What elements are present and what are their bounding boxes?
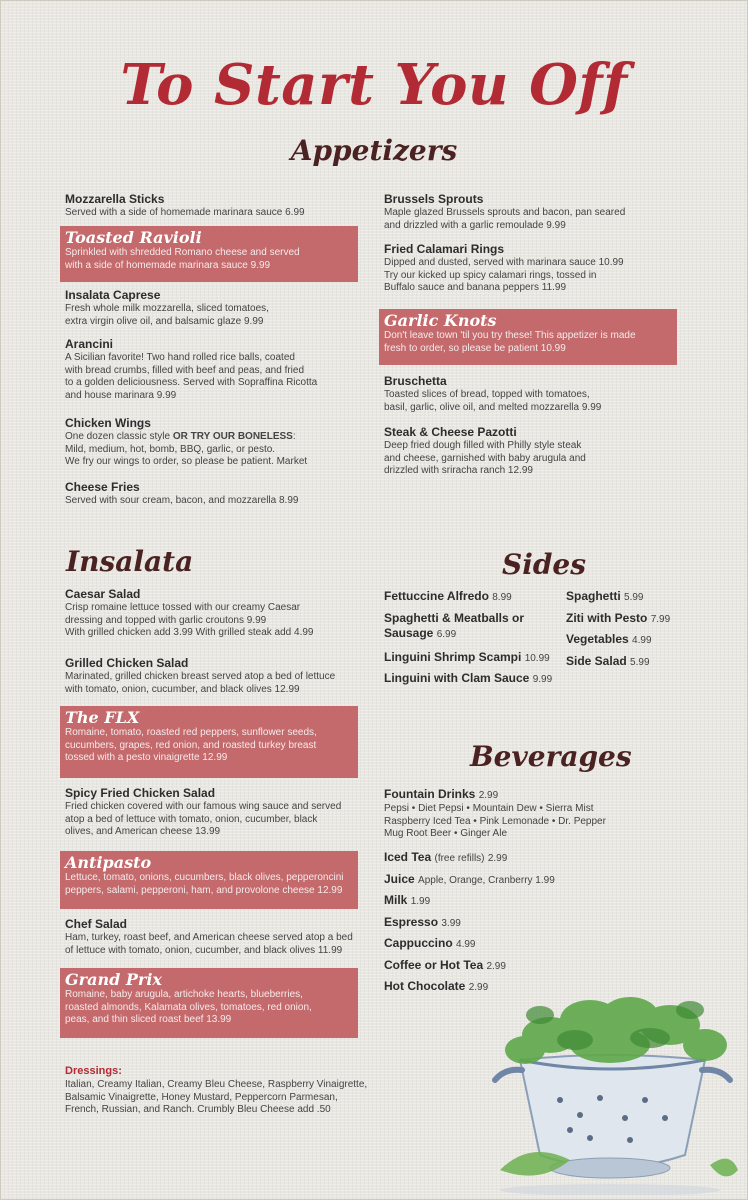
highlight-item: Grand Prix Romaine, baby arugula, artichoke hearts, blueberries, roasted almonds, Kalamata olives, tomatoes, red onion, peas, and thin sliced roast beef 13.99 xyxy=(60,968,358,1038)
side-item: Spaghetti & Meatballs or Sausage 6.99 xyxy=(384,611,525,640)
insalata-heading: Insalata xyxy=(66,545,194,578)
side-item: Linguini with Clam Sauce 9.99 xyxy=(384,671,553,685)
menu-item: Steak & Cheese Pazotti Deep fried dough filled with Philly style steak and cheese, garnished with baby arugula and drizzled with sriracha ranch 12.99 xyxy=(384,425,586,476)
side-item: Vegetables 4.99 xyxy=(566,632,652,646)
menu-item: Brussels Sprouts Maple glazed Brussels sprouts and bacon, pan seared and drizzled with a garlic remoulade 9.99 xyxy=(384,192,626,231)
beverage-item: Cappuccino 4.99 xyxy=(384,936,476,950)
highlight-item: Toasted Ravioli Sprinkled with shredded Romano cheese and served with a side of homemade marinara sauce 9.99 xyxy=(60,226,358,282)
menu-item: Grilled Chicken Salad Marinated, grilled chicken breast served atop a bed of lettuce with tomato, onion, cucumber, and black olives 12.99 xyxy=(65,656,336,695)
dressings-list: Italian, Creamy Italian, Creamy Bleu Cheese, Raspberry Vinaigrette, Balsamic Vinaigrette, Honey Mustard, Peppercorn Parmesan, French, Russian, and Ranch. Crumbly Bleu Cheese add .50 xyxy=(65,1079,368,1115)
menu-item: Spicy Fried Chicken Salad Fried chicken covered with our famous wing sauce and served atop a bed of lettuce with tomato, onion, cucumber, black olives, and American cheese 13.99 xyxy=(65,786,342,837)
page-title: To Start You Off xyxy=(120,52,628,118)
beverage-item: Iced Tea (free refills) 2.99 xyxy=(384,850,508,864)
beverage-item: Fountain Drinks 2.99 Pepsi • Diet Pepsi • Mountain Dew • Sierra Mist Raspberry Iced Tea • Pink Lemonade • Dr. Pepper Mug Root Beer • Ginger Ale xyxy=(384,787,606,839)
beverage-item: Milk 1.99 xyxy=(384,893,431,907)
menu-item: Chicken Wings One dozen classic style OR TRY OUR BONELESS: Mild, medium, hot, bomb, BBQ, garlic, or pesto. We fry our wings to order, so please be patient. Market xyxy=(65,416,308,467)
dressings-heading: Dressings: xyxy=(65,1065,122,1077)
menu-item: Cheese Fries Served with sour cream, bacon, and mozzarella 8.99 xyxy=(65,480,299,506)
menu-item: Chef Salad Ham, turkey, roast beef, and American cheese served atop a bed of lettuce with tomato, onion, cucumber, and black olives 11.99 xyxy=(65,917,353,956)
sides-heading: Sides xyxy=(502,548,587,581)
beverage-item: Hot Chocolate 2.99 xyxy=(384,979,489,993)
side-item: Side Salad 5.99 xyxy=(566,654,650,668)
side-item: Ziti with Pesto 7.99 xyxy=(566,611,671,625)
beverage-item: Juice Apple, Orange, Cranberry 1.99 xyxy=(384,872,555,886)
highlight-item: Antipasto Lettuce, tomato, onions, cucumbers, black olives, pepperoncini peppers, salami, pepperoni, ham, and provolone cheese 12.99 xyxy=(60,851,358,909)
beverage-item: Espresso 3.99 xyxy=(384,915,461,929)
side-item: Linguini Shrimp Scampi 10.99 xyxy=(384,650,550,664)
menu-item: Bruschetta Toasted slices of bread, topped with tomatoes, basil, garlic, olive oil, and melted mozzarella 9.99 xyxy=(384,374,602,413)
menu-item: Caesar Salad Crisp romaine lettuce tossed with our creamy Caesar dressing and topped with garlic croutons 9.99 With grilled chicken add 3.99 With grilled steak add 4.99 xyxy=(65,587,314,638)
beverage-item: Coffee or Hot Tea 2.99 xyxy=(384,958,506,972)
menu-item: Insalata Caprese Fresh whole milk mozzarella, sliced tomatoes, extra virgin olive oil, and balsamic glaze 9.99 xyxy=(65,288,269,327)
side-item: Fettuccine Alfredo 8.99 xyxy=(384,589,512,603)
colander-illustration xyxy=(480,990,740,1195)
highlight-item: The FLX Romaine, tomato, roasted red peppers, sunflower seeds, cucumbers, grapes, red onion, and roasted turkey breast tossed with a pesto vinaigrette 12.99 xyxy=(60,706,358,778)
menu-item: Mozzarella Sticks Served with a side of homemade marinara sauce 6.99 xyxy=(65,192,305,218)
menu-item: Fried Calamari Rings Dipped and dusted, served with marinara sauce 10.99 Try our kicked up spicy calamari rings, tossed in Buffalo sauce and banana peppers 11.99 xyxy=(384,242,624,293)
side-item: Spaghetti 5.99 xyxy=(566,589,644,603)
appetizers-heading: Appetizers xyxy=(290,134,458,167)
highlight-item: Garlic Knots Don't leave town 'til you try these! This appetizer is made fresh to order, so please be patient 10.99 xyxy=(379,309,677,365)
beverages-heading: Beverages xyxy=(470,740,632,773)
menu-item: Arancini A Sicilian favorite! Two hand rolled rice balls, coated with bread crumbs, filled with beef and peas, and fried to a golden deliciousness. Served with Sopraffina Ricotta and house marinara 9.99 xyxy=(65,337,318,401)
